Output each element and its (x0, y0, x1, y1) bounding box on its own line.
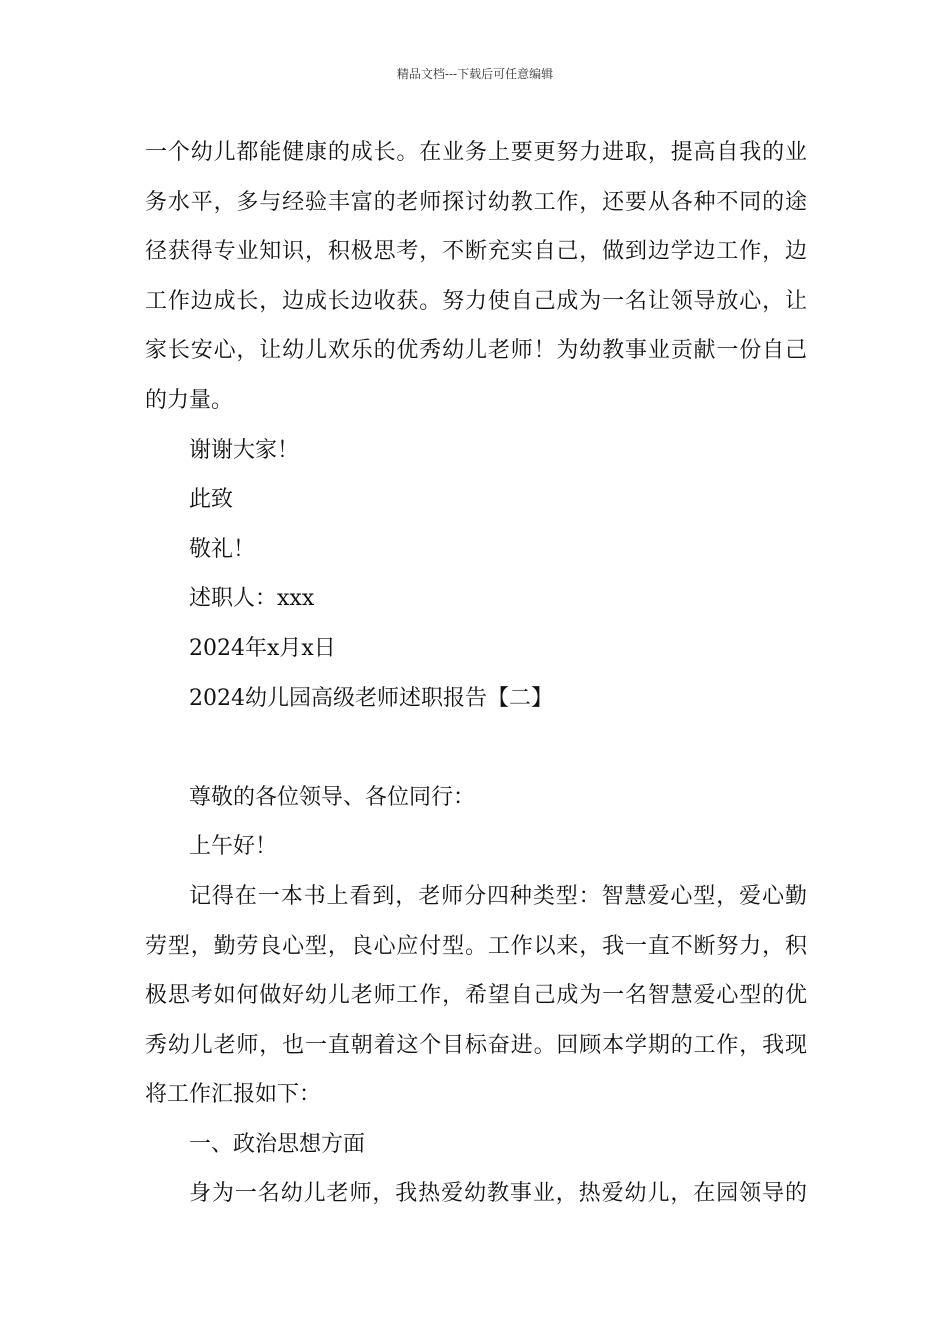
text-line: 记得在一本书上看到，老师分四种类型：智慧爱心型，爱心勤 (189, 883, 807, 909)
text-line: 一个幼儿都能健康的成长。在业务上要更努力进取，提高自我的业 (145, 140, 807, 165)
text-line: 工作边成长，边成长边收获。努力使自己成为一名让领导放心，让 (145, 288, 807, 314)
text-line: 将工作汇报如下： (145, 1082, 322, 1108)
document-body (145, 128, 807, 1219)
page-header: 精品文档---下载后可任意编辑 (396, 67, 554, 81)
text-line: 尊敬的各位领导、各位同行： (189, 784, 476, 810)
blank-line (145, 723, 807, 773)
text-line: 述职人：xxx (189, 586, 315, 612)
text-line: 的力量。 (145, 387, 234, 413)
text-line: 敬礼！ (189, 536, 256, 562)
text-line: 劳型，勤劳良心型，良心应付型。工作以来，我一直不断努力，积 (145, 933, 807, 959)
text-line: 一、政治思想方面 (189, 1131, 366, 1157)
text-line: 极思考如何做好幼儿老师工作，希望自己成为一名智慧爱心型的优 (145, 983, 807, 1009)
text-line: 上午好！ (189, 834, 278, 860)
text-line: 务水平，多与经验丰富的老师探讨幼教工作，还要从各种不同的途 (145, 189, 807, 215)
text-line: 2024幼儿园高级老师述职报告【二】 (189, 685, 553, 711)
text-line: 此致 (189, 487, 234, 513)
text-line: 身为一名幼儿老师，我热爱幼教事业，热爱幼儿，在园领导的 (189, 1181, 807, 1207)
text-line: 径获得专业知识，积极思考，不断充实自己，做到边学边工作，边 (145, 239, 807, 265)
text-line: 家长安心，让幼儿欢乐的优秀幼儿老师！为幼教事业贡献一份自己 (145, 338, 807, 364)
text-line: 2024年x月x日 (189, 635, 336, 661)
text-line: 秀幼儿老师，也一直朝着这个目标奋进。回顾本学期的工作，我现 (145, 1032, 807, 1058)
text-line: 谢谢大家！ (189, 437, 300, 463)
